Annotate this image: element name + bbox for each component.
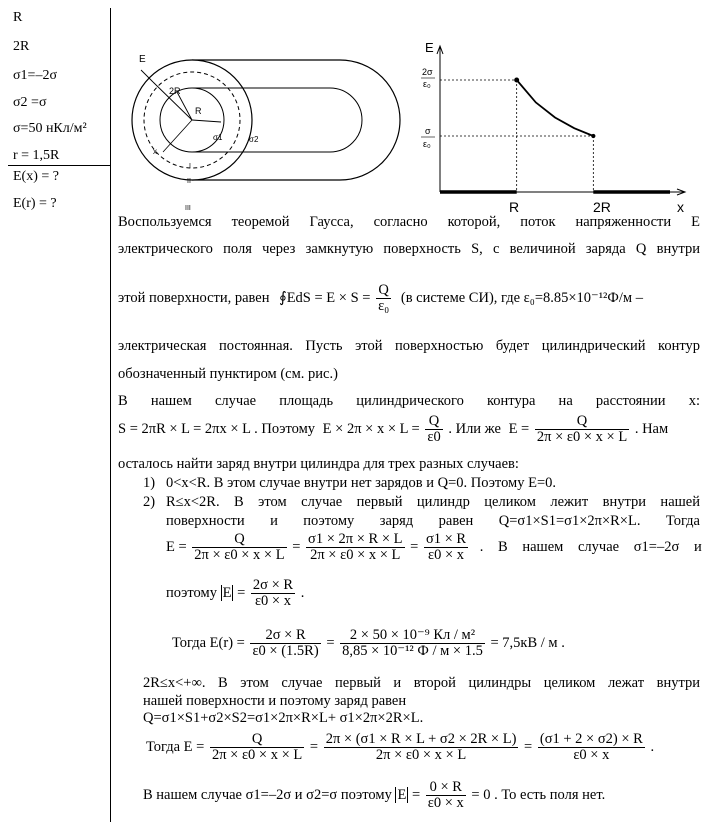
equation-case3: Тогда E = $\frac{Q}{2\pi \times \varepsilon 0 \times x \times L}$ = $\frac{2\pi \times (\sigma 1 \times R \times L + \sigma 2 \times 2R \times L)}{2\pi \times \varepsilon 0 \times x \times L}$ = $\frac{(\sigma 1 + 2 \times \sigma 2) \times R}{\varepsilon 0 \times x}$ . bbox=[146, 731, 655, 763]
paragraph-line: 2R≤x<+∞. В этом случае первый и второй цилиндры целиком лежат внутри bbox=[143, 675, 700, 691]
series-line bbox=[517, 80, 594, 136]
fig-label-E: E bbox=[139, 54, 146, 65]
text: . Нам bbox=[634, 420, 669, 437]
text: . В нашем случае σ1=–2σ и bbox=[479, 538, 702, 555]
text: Тогда E(r) = bbox=[172, 634, 245, 651]
equation-abs-E: поэтому E = $\frac{2\sigma \times R}{\varepsilon 0 \times x}$ . bbox=[166, 577, 305, 609]
text: = 0 . То есть поля нет. bbox=[471, 786, 606, 803]
numerator: σ1 × R bbox=[425, 531, 467, 547]
denominator: 2π × ε0 × x × L bbox=[536, 429, 628, 445]
denominator: 2π × ε0 × x × L bbox=[194, 547, 285, 563]
find-item: E(x) = ? bbox=[13, 169, 59, 184]
denominator: ε0 × x bbox=[427, 795, 464, 811]
paragraph-line: нашей поверхности и поэтому заряд равен bbox=[143, 693, 407, 709]
text: . Или же bbox=[448, 420, 501, 437]
cylinder-figure bbox=[125, 20, 410, 215]
given-item: σ=50 нКл/м² bbox=[13, 121, 87, 136]
fig-label-x: x bbox=[153, 147, 157, 156]
find-item: E(r) = ? bbox=[13, 196, 57, 211]
x-axis-label: x bbox=[677, 199, 684, 215]
list-item: R≤x<2R. В этом случае первый цилиндр целиком лежит внутри нашей bbox=[166, 494, 700, 510]
denominator: 2π × ε0 × x × L bbox=[211, 747, 303, 763]
paragraph-line: Q=σ1×S1+σ2×S2=σ1×2π×R×L+ σ1×2π×2R×L. bbox=[143, 710, 424, 726]
given-item: σ1=–2σ bbox=[13, 68, 57, 83]
list-number: 2) bbox=[143, 494, 156, 510]
numerator: 2σ × R bbox=[250, 628, 320, 644]
fig-label-R: R bbox=[195, 106, 202, 116]
formula: E × 2π × x × L = bbox=[322, 420, 420, 437]
text: = 7,5кВ / м . bbox=[490, 634, 565, 651]
fraction bbox=[210, 732, 304, 763]
numerator: Q bbox=[210, 732, 304, 748]
y-tick-num: 2σ bbox=[422, 67, 433, 77]
fraction bbox=[324, 732, 519, 763]
list-number: 1) bbox=[143, 475, 156, 491]
text: Тогда E = bbox=[146, 738, 205, 755]
fraction bbox=[340, 628, 485, 659]
series-point bbox=[515, 78, 519, 82]
given-item: R bbox=[13, 10, 23, 25]
paragraph-line: В нашем случае площадь цилиндрического контура на расстоянии x: bbox=[118, 393, 700, 409]
fraction bbox=[192, 532, 286, 563]
fraction bbox=[250, 628, 320, 659]
abs-value: E bbox=[222, 584, 232, 601]
denominator: 2π × ε0 × x × L bbox=[375, 747, 467, 763]
text: В нашем случае σ1=–2σ и σ2=σ поэтому bbox=[143, 786, 392, 803]
fig-label-I: I bbox=[189, 163, 191, 170]
equation-Er: Тогда E(r) = $\frac{2\sigma \times R}{\varepsilon 0 \times (1.5R)}$ = $\frac{\text{2 × 50 × 10⁻⁹ Кл / м²}}{\text{8,85 × 10⁻¹² Ф / м × 1.5}}$ = 7,5кВ / м . bbox=[172, 627, 565, 659]
fraction bbox=[306, 532, 404, 563]
fraction bbox=[425, 414, 442, 445]
denominator: ε0 × (1.5R) bbox=[252, 643, 319, 659]
fig-label-sigma1: σ1 bbox=[213, 133, 223, 142]
fraction bbox=[251, 578, 295, 609]
numerator: Q bbox=[376, 283, 391, 299]
given-item: σ2 =σ bbox=[13, 95, 47, 110]
paragraph-line: осталось найти заряд внутри цилиндра для трех разных случаев: bbox=[118, 456, 519, 472]
formula: S = 2πR × L = 2πx × L . Поэтому bbox=[118, 420, 316, 437]
paragraph-line: электрического поля через замкнутую поверхность S, с величиной заряда Q внутри bbox=[118, 241, 700, 257]
y-tick-den: ε₀ bbox=[423, 139, 431, 149]
paragraph-line: обозначенный пунктиром (см. рис.) bbox=[118, 366, 338, 382]
numerator: (σ1 + 2 × σ2) × R bbox=[539, 731, 643, 747]
numerator: 0 × R bbox=[426, 780, 466, 796]
text: поэтому bbox=[166, 584, 217, 601]
given-item: r = 1,5R bbox=[13, 148, 60, 163]
denominator: 8,85 × 10⁻¹² Ф / м × 1.5 bbox=[342, 643, 483, 659]
numerator: 2 × 50 × 10⁻⁹ Кл / м² bbox=[340, 628, 485, 644]
y-tick-den: ε₀ bbox=[423, 79, 431, 89]
fraction bbox=[424, 532, 468, 563]
fig-label-II: II bbox=[187, 178, 191, 185]
given-separator bbox=[8, 165, 110, 166]
fraction bbox=[535, 414, 629, 445]
denominator: 2π × ε0 × x × L bbox=[310, 547, 401, 563]
y-axis-label: E bbox=[425, 40, 434, 55]
text: (в системе СИ), где ε₀=8.85×10⁻¹²Ф/м – bbox=[400, 289, 643, 306]
area-formula-line bbox=[118, 414, 668, 445]
fig-label-sigma2: σ2 bbox=[249, 135, 259, 144]
formula: E = bbox=[508, 420, 530, 437]
x-tick-label: 2R bbox=[593, 199, 611, 215]
given-item: 2R bbox=[13, 39, 30, 54]
x-tick-label: R bbox=[509, 199, 520, 215]
gauss-formula-line bbox=[118, 283, 643, 314]
denominator: ε0 × x bbox=[254, 593, 291, 609]
denominator: ε0 × x bbox=[428, 547, 465, 563]
fraction bbox=[426, 780, 466, 811]
list-item: 0<x<R. В этом случае внутри нет зарядов и Q=0. Поэтому E=0. bbox=[166, 475, 557, 491]
denominator: ε₀ bbox=[378, 298, 390, 314]
numerator: σ1 × 2π × R × L bbox=[308, 531, 403, 547]
numerator: Q bbox=[425, 414, 442, 430]
equation-case2: E = $\frac{Q}{2\pi \times \varepsilon 0 \times x \times L}$ = $\frac{\sigma 1 \times 2\pi \times R \times L}{2\pi \times \varepsilon 0 \times x \times L}$ = $\frac{\sigma 1 \times R}{\varepsilon 0 \times x}$ . В нашем случае σ1=–2σ и bbox=[166, 531, 702, 563]
y-tick-num: σ bbox=[425, 126, 431, 136]
denominator: ε0 × x bbox=[573, 747, 610, 763]
list-item: поверхности и поэтому заряд равен Q=σ1×S1=σ1×2π×R×L. Тогда bbox=[166, 513, 700, 529]
fraction bbox=[538, 732, 645, 763]
field-graph bbox=[405, 40, 700, 215]
text: этой поверхности, равен bbox=[118, 289, 270, 306]
fig-label-2R: 2R bbox=[169, 86, 181, 96]
paragraph-line: Воспользуемся теоремой Гаусса, согласно которой, поток напряженности E bbox=[118, 214, 700, 230]
abs-value: E bbox=[397, 786, 407, 803]
series-point bbox=[592, 134, 595, 137]
given-divider bbox=[110, 8, 111, 822]
numerator: Q bbox=[535, 414, 629, 430]
numerator: Q bbox=[192, 532, 286, 548]
fig-label-III: III bbox=[185, 205, 191, 212]
equation-zero-field: В нашем случае σ1=–2σ и σ2=σ поэтому E = $\frac{0 \times R}{\varepsilon 0 \times x}$ = 0 . То есть поля нет. bbox=[143, 779, 606, 811]
numerator: 2σ × R bbox=[252, 577, 294, 593]
denominator: ε0 bbox=[427, 429, 441, 445]
fraction bbox=[376, 283, 391, 314]
formula: E = bbox=[166, 538, 187, 555]
paragraph-line: электрическая постоянная. Пусть этой поверхностью будет цилиндрический контур bbox=[118, 338, 700, 354]
numerator: 2π × (σ1 × R × L + σ2 × 2R × L) bbox=[325, 731, 517, 747]
formula: ∮EdS = E × S = bbox=[279, 289, 371, 306]
